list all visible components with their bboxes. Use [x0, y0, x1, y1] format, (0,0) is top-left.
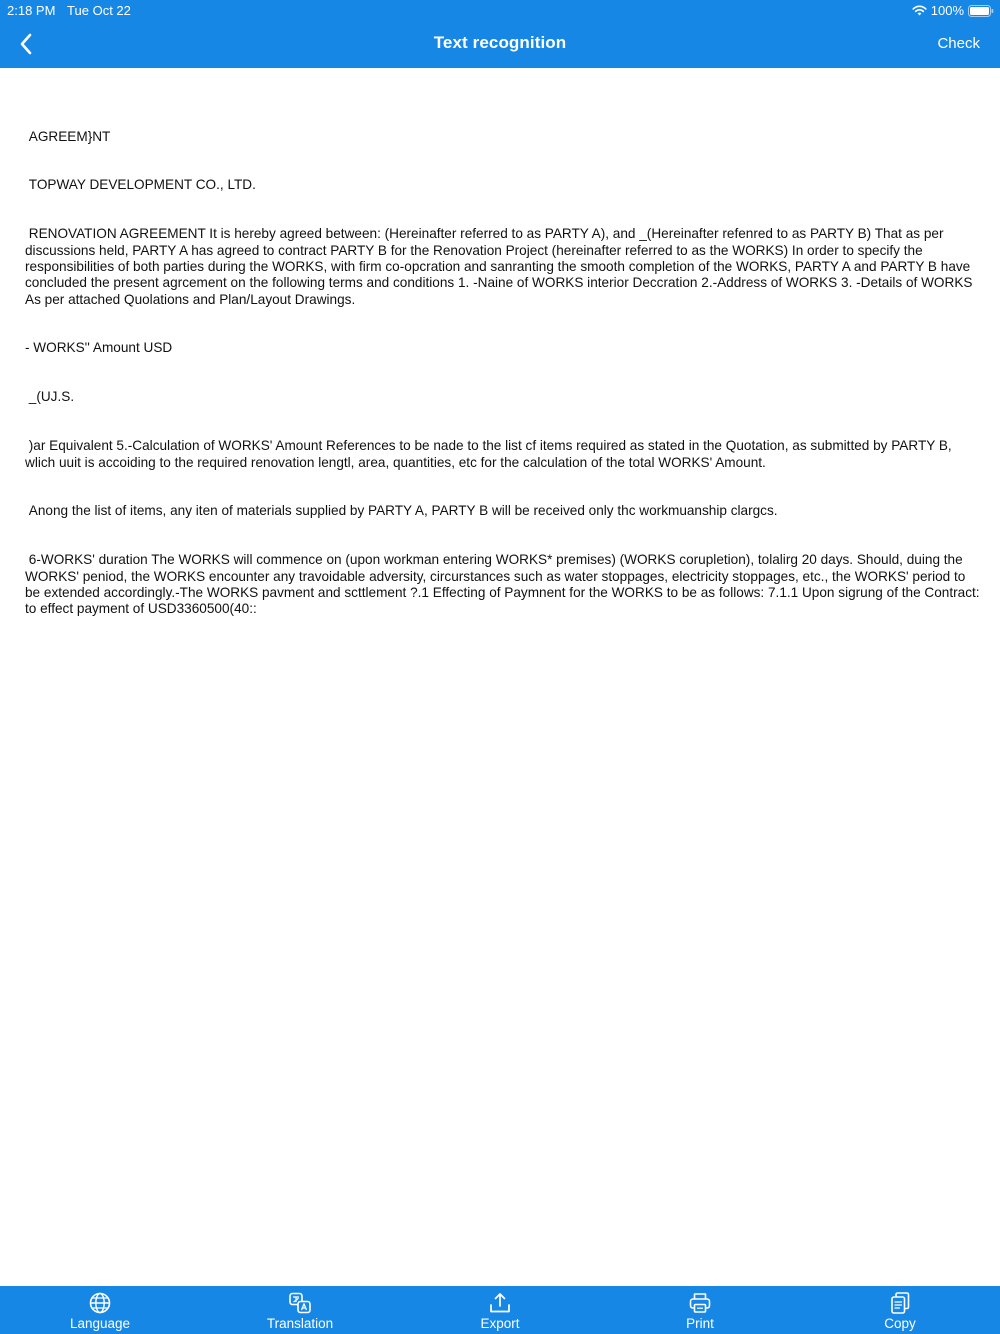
printer-icon: [688, 1291, 712, 1315]
text-paragraph: )ar Equivalent 5.-Calculation of WORKS' Amount References to be nade to the list cf items required as stated in the Quotation, as submitted by PARTY B, wlich uuit is accoiding to the required renovation lengtl, area, quantities, etc for the calculation of the total WORKS' Amount.: [25, 438, 956, 470]
text-paragraph: Anong the list of items, any iten of materials supplied by PARTY A, PARTY B will be received only thc workmuanship clargcs.: [25, 503, 778, 519]
text-paragraph: _(UJ.S.: [25, 389, 75, 405]
tab-label: Print: [686, 1316, 714, 1331]
wifi-icon: [912, 5, 927, 16]
status-bar: [0, 0, 1000, 20]
battery-icon: [968, 5, 994, 17]
status-date: Tue Oct 22: [67, 3, 131, 18]
translate-icon: [288, 1291, 312, 1315]
export-icon: [488, 1291, 512, 1315]
copy-icon: [888, 1291, 912, 1315]
header: [0, 0, 1000, 68]
tab-translation[interactable]: [200, 1286, 400, 1334]
tab-label: Copy: [884, 1316, 916, 1331]
tab-label: Language: [69, 1316, 131, 1331]
tab-label: Translation: [266, 1316, 334, 1331]
check-button[interactable]: Check: [937, 35, 980, 52]
status-left: [7, 3, 131, 18]
tab-print[interactable]: [600, 1286, 800, 1334]
bottom-toolbar: [0, 1286, 1000, 1334]
nav-bar: [0, 20, 1000, 68]
text-paragraph: - WORKS'' Amount USD: [25, 340, 173, 356]
globe-icon: [88, 1291, 112, 1315]
status-time: 2:18 PM: [7, 3, 56, 18]
page-title: Text recognition: [433, 33, 567, 52]
status-right: [912, 3, 994, 18]
recognized-text[interactable]: [25, 96, 984, 650]
text-paragraph: TOPWAY DEVELOPMENT CO., LTD.: [25, 177, 256, 193]
tab-export[interactable]: [400, 1286, 600, 1334]
tab-copy[interactable]: [800, 1286, 1000, 1334]
text-paragraph: AGREEM}NT: [25, 128, 111, 144]
battery-percent: 100%: [930, 3, 964, 18]
text-paragraph: 6-WORKS' duration The WORKS will commence on (upon workman entering WORKS* premises) (WORKS corupletion), tolalirg 20 days. Should, duing the WORKS' peniod, the WORKS encounter any travoidable adversity, circurstances such as water stoppages, electricity stoppages, etc., the WORKS' period to be extended accordingly.-The WORKS pavment and scttlement ?.1 Effecting of Paymnent for the WORKS to be as follows: 7.1.1 Upon sigrung of the Contract: to effect payment of USD3360500(40::: [25, 552, 984, 617]
tab-label: Export: [480, 1316, 520, 1331]
text-paragraph: RENOVATION AGREEMENT It is hereby agreed between: (Hereinafter referred to as PARTY A), and _(Hereinafter refenred to as PARTY B) That as per discussions held, PARTY A has agreed to contract PARTY B for the Renovation Project (hereinafter referred to as the WORKS) In order to specify the responsibilities of both parties during the WORKS, with firm co-opcration and sanranting the smooth completion of the WORKS, PARTY A and PARTY B have concluded the present agrcement on the following terms and conditions 1. -Naine of WORKS interior Deccration 2.-Address of WORKS 3. -Details of WORKS As per attached Quolations and Plan/Layout Drawings.: [25, 226, 976, 307]
tab-language[interactable]: [0, 1286, 200, 1334]
